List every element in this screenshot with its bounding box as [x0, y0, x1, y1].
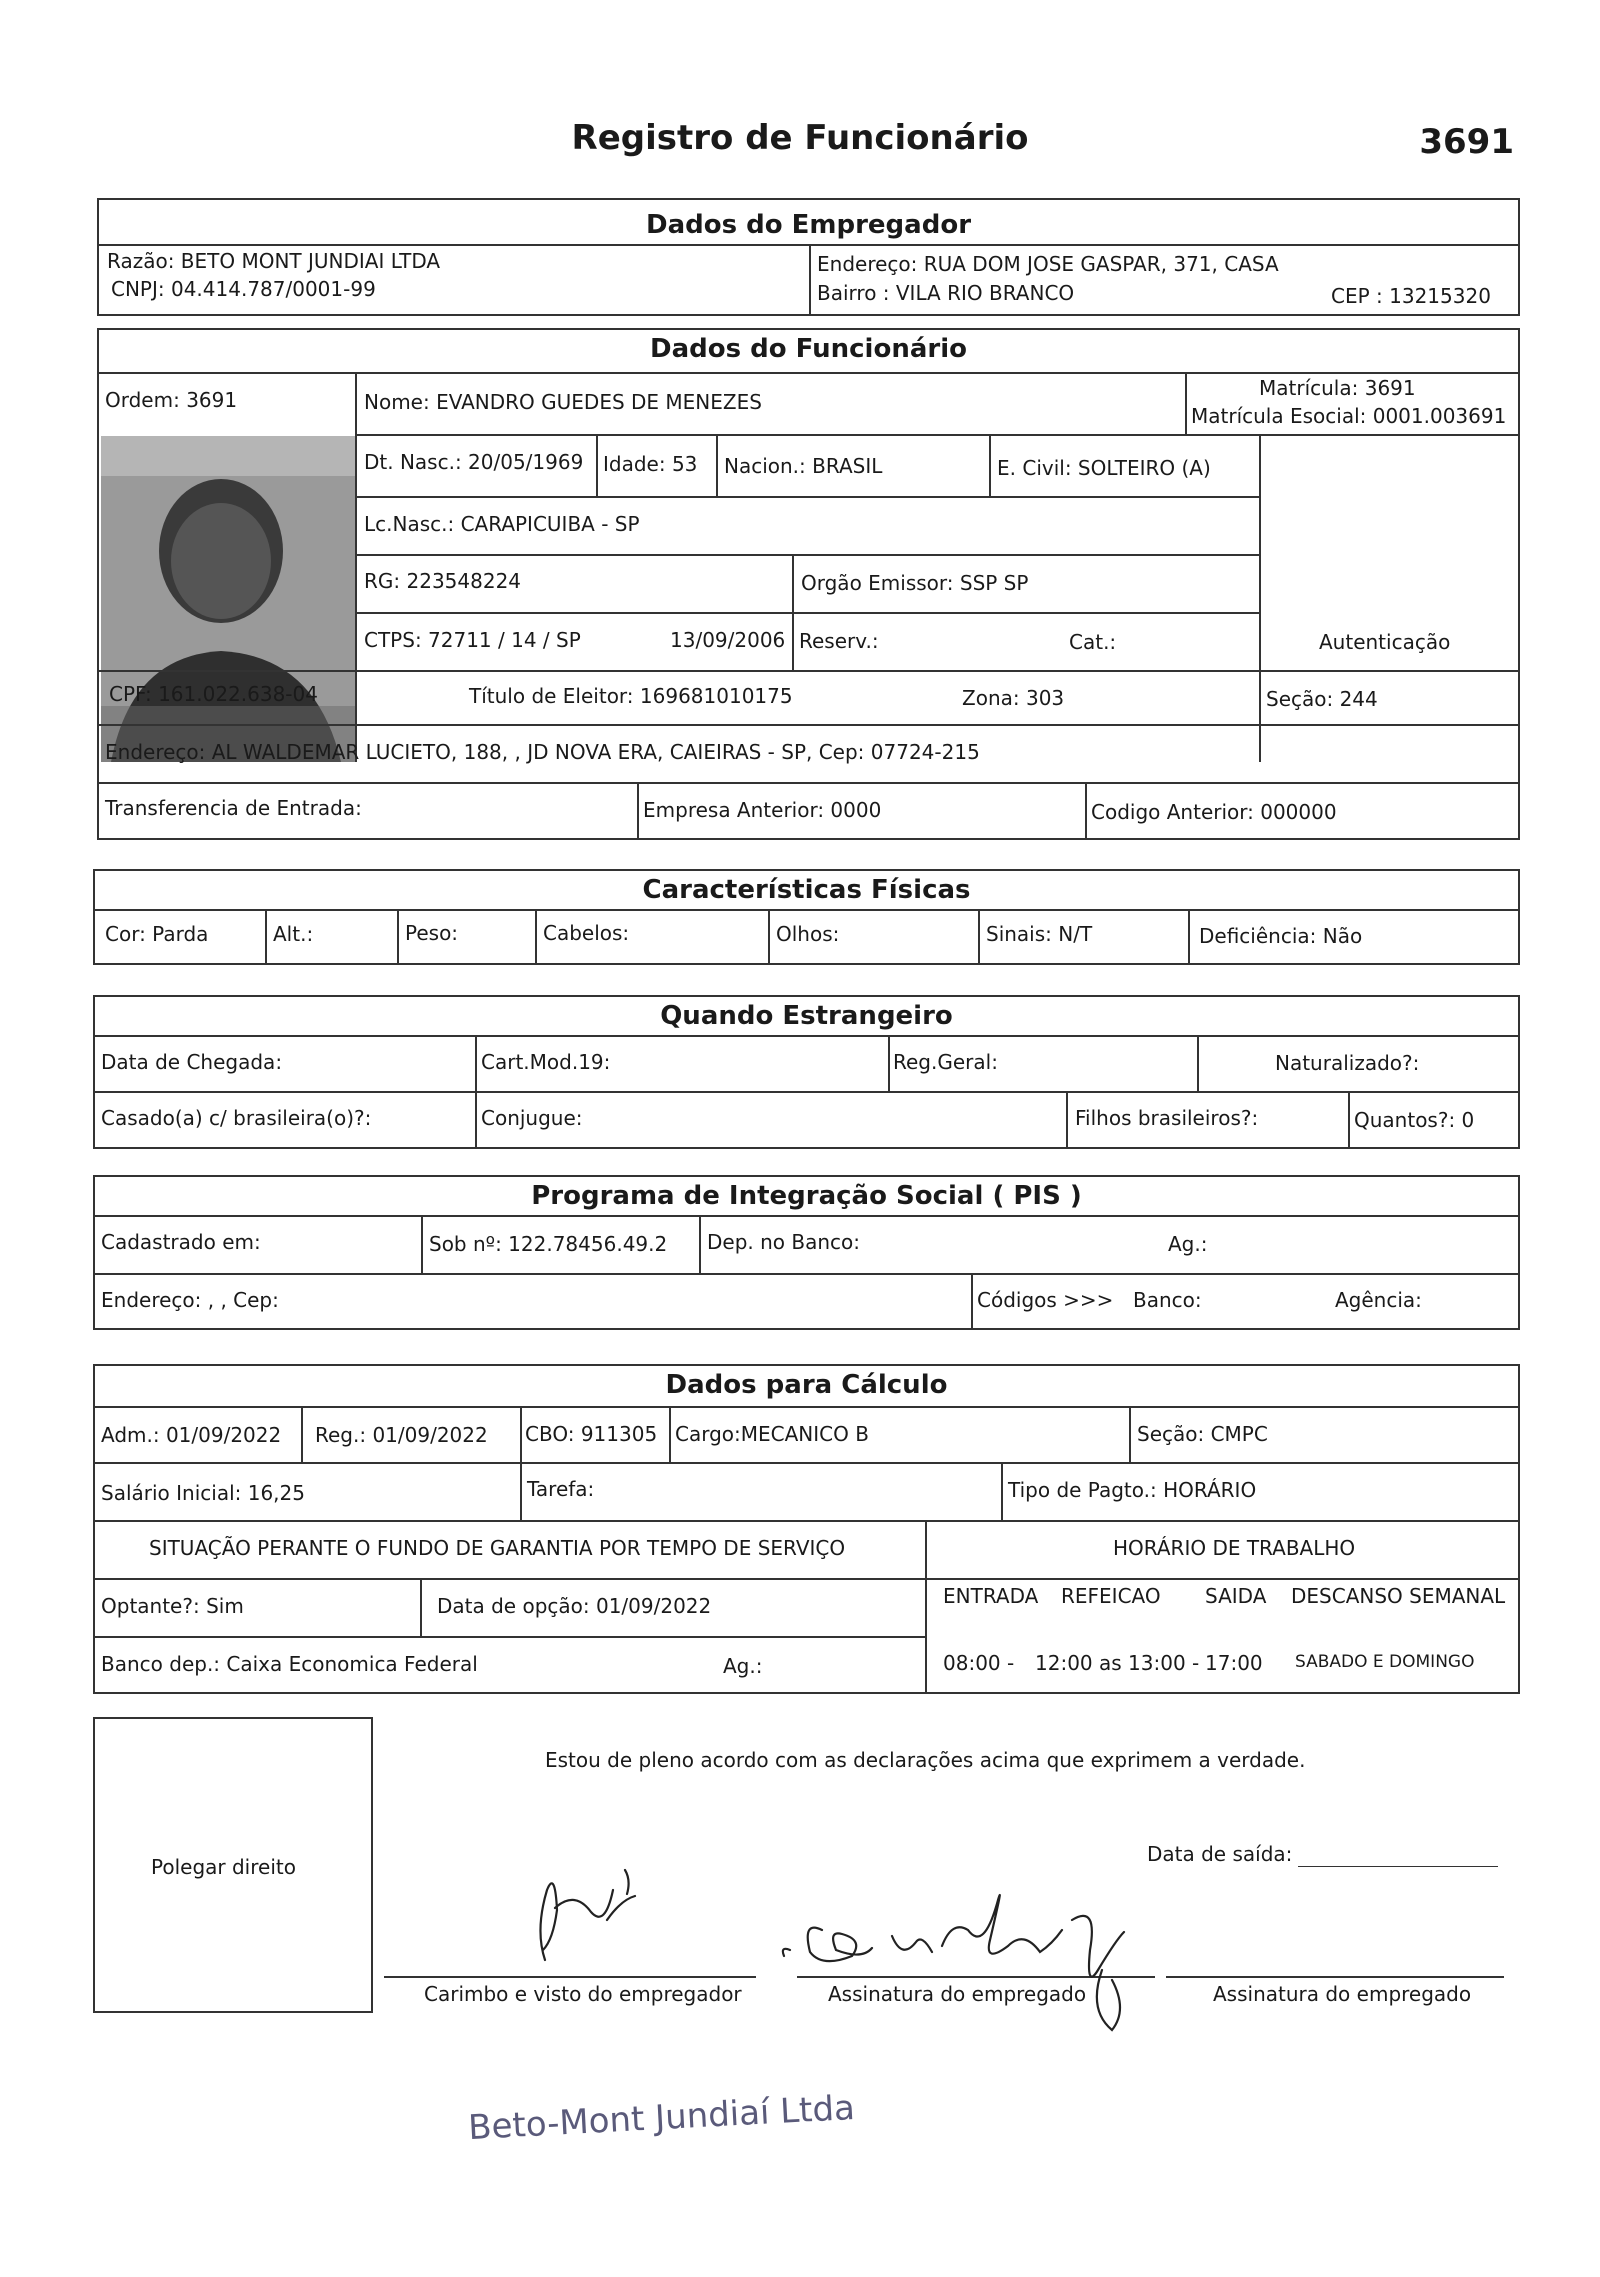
job-title: Cargo:MECANICO B — [675, 1422, 869, 1446]
employee-reservista: Reserv.: — [799, 629, 879, 653]
section-cmpc: Seção: CMPC — [1137, 1422, 1268, 1446]
calculation-section — [93, 1364, 1520, 1694]
employee-photo — [101, 436, 355, 762]
cart-mod-19: Cart.Mod.19: — [481, 1050, 611, 1074]
pis-bank-deposit: Dep. no Banco: — [707, 1230, 861, 1254]
payment-type: Tipo de Pagto.: HORÁRIO — [1008, 1478, 1257, 1502]
brazilian-children: Filhos brasileiros?: — [1075, 1106, 1259, 1130]
pis-address: Endereço: , , Cep: — [101, 1288, 279, 1312]
employee-cpf: CPF: 161.022.638-04 — [109, 682, 318, 706]
registration-date: Reg.: 01/09/2022 — [315, 1423, 488, 1447]
physical-hair: Cabelos: — [543, 921, 630, 945]
page-title: Registro de Funcionário — [571, 118, 1029, 158]
employee-birthdate: Dt. Nasc.: 20/05/1969 — [364, 450, 584, 474]
company-stamp: Beto-Mont Jundiaí Ltda — [467, 2087, 856, 2149]
cbo-code: CBO: 911305 — [525, 1422, 658, 1446]
employee-age: Idade: 53 — [603, 452, 698, 476]
employee-name: Nome: EVANDRO GUEDES DE MENEZES — [364, 390, 762, 414]
employee-photo-image — [101, 436, 355, 762]
employee-matricula: Matrícula: 3691 — [1259, 376, 1416, 400]
physical-disability: Deficiência: Não — [1199, 924, 1363, 948]
employee-rg: RG: 223548224 — [364, 569, 522, 593]
pis-number: Sob nº: 122.78456.49.2 — [429, 1232, 668, 1256]
employer-bairro: Bairro : VILA RIO BRANCO — [817, 281, 1075, 305]
fgts-option-date: Data de opção: 01/09/2022 — [437, 1594, 712, 1618]
employee-birthplace: Lc.Nasc.: CARAPICUIBA - SP — [364, 512, 640, 536]
foreigner-header: Quando Estrangeiro — [660, 1001, 953, 1031]
thumbprint-label: Polegar direito — [151, 1855, 296, 1879]
employee-ordem: Ordem: 3691 — [105, 388, 238, 412]
calculation-header: Dados para Cálculo — [665, 1370, 948, 1400]
physical-height: Alt.: — [273, 922, 314, 946]
fgts-optant: Optante?: Sim — [101, 1594, 244, 1618]
married-to-brazilian: Casado(a) c/ brasileira(o)?: — [101, 1106, 372, 1130]
pis-bank-agency: Agência: — [1335, 1288, 1422, 1312]
schedule-col-entry: ENTRADA — [943, 1584, 1039, 1608]
schedule-col-rest: DESCANSO SEMANAL — [1291, 1584, 1506, 1608]
thumbprint-box — [93, 1717, 373, 2013]
employee-ctps: CTPS: 72711 / 14 / SP — [364, 628, 581, 652]
pis-agency: Ag.: — [1168, 1232, 1208, 1256]
physical-eyes: Olhos: — [776, 922, 840, 946]
employee-zona: Zona: 303 — [962, 686, 1065, 710]
deposit-agency: Ag.: — [723, 1654, 763, 1678]
employer-razao: Razão: BETO MONT JUNDIAI LTDA — [107, 249, 441, 273]
authentication-label: Autenticação — [1319, 630, 1451, 654]
physical-section — [93, 869, 1520, 965]
physical-weight: Peso: — [405, 921, 459, 945]
general-registry: Reg.Geral: — [893, 1050, 998, 1074]
employee-voter-id: Título de Eleitor: 169681010175 — [469, 684, 793, 708]
employee-matricula-esocial: Matrícula Esocial: 0001.003691 — [1191, 404, 1507, 428]
exit-date-line — [1298, 1866, 1498, 1867]
employee-nationality: Nacion.: BRASIL — [724, 454, 883, 478]
employee-signature-label: Assinatura do empregado — [828, 1982, 1087, 2006]
exit-date-label: Data de saída: — [1147, 1842, 1293, 1866]
schedule-meal-time: 12:00 as 13:00 - — [1035, 1651, 1200, 1675]
employee-signature-label-2: Assinatura do empregado — [1213, 1982, 1472, 2006]
employer-address: Endereço: RUA DOM JOSE GASPAR, 371, CASA — [817, 252, 1279, 276]
pis-registered-on: Cadastrado em: — [101, 1230, 261, 1254]
pis-bank: Banco: — [1133, 1288, 1202, 1312]
employee-address: Endereço: AL WALDEMAR LUCIETO, 188, , JD NOVA ERA, CAIEIRAS - SP, Cep: 07724-215 — [105, 740, 980, 764]
employee-category: Cat.: — [1069, 630, 1117, 654]
pis-section — [93, 1175, 1520, 1330]
schedule-exit-time: 17:00 — [1205, 1651, 1263, 1675]
transfer-entry: Transferencia de Entrada: — [105, 796, 362, 820]
deposit-bank: Banco dep.: Caixa Economica Federal — [101, 1652, 478, 1676]
naturalized: Naturalizado?: — [1275, 1051, 1420, 1075]
admission-date: Adm.: 01/09/2022 — [101, 1423, 282, 1447]
schedule-col-exit: SAIDA — [1205, 1584, 1267, 1608]
schedule-col-meal: REFEICAO — [1061, 1584, 1161, 1608]
schedule-entry-time: 08:00 - — [943, 1651, 1015, 1675]
initial-salary: Salário Inicial: 16,25 — [101, 1481, 305, 1505]
employer-header: Dados do Empregador — [645, 210, 972, 240]
employee-header: Dados do Funcionário — [650, 334, 967, 364]
spouse: Conjugue: — [481, 1106, 583, 1130]
schedule-rest-days: SABADO E DOMINGO — [1295, 1652, 1475, 1672]
employee-secao: Seção: 244 — [1266, 687, 1378, 711]
employee-signature — [772, 1860, 1192, 2050]
document-number: 3691 — [1419, 122, 1514, 162]
work-schedule-heading: HORÁRIO DE TRABALHO — [1113, 1536, 1356, 1560]
employee-ctps-date: 13/09/2006 — [670, 628, 786, 652]
employer-signature — [495, 1850, 655, 1970]
physical-header: Características Físicas — [642, 875, 971, 905]
physical-color: Cor: Parda — [105, 922, 209, 946]
employee-orgao-emissor: Orgão Emissor: SSP SP — [801, 571, 1029, 595]
employee-civil-status: E. Civil: SOLTEIRO (A) — [997, 456, 1211, 480]
previous-company: Empresa Anterior: 0000 — [643, 798, 882, 822]
physical-marks: Sinais: N/T — [986, 922, 1093, 946]
pis-header: Programa de Integração Social ( PIS ) — [531, 1181, 1082, 1211]
agreement-statement: Estou de pleno acordo com as declarações acima que exprimem a verdade. — [545, 1748, 1306, 1772]
foreigner-section — [93, 995, 1520, 1149]
children-count: Quantos?: 0 — [1354, 1108, 1475, 1132]
employer-cnpj: CNPJ: 04.414.787/0001-99 — [111, 277, 376, 301]
employee-section — [97, 328, 1520, 840]
arrival-date: Data de Chegada: — [101, 1050, 283, 1074]
employer-cep: CEP : 13215320 — [1331, 284, 1491, 308]
fgts-heading: SITUAÇÃO PERANTE O FUNDO DE GARANTIA POR TEMPO DE SERVIÇO — [149, 1536, 846, 1560]
employer-section — [97, 198, 1520, 316]
task: Tarefa: — [527, 1477, 595, 1501]
pis-codes: Códigos >>> — [977, 1288, 1114, 1312]
employer-stamp-label: Carimbo e visto do empregador — [424, 1982, 742, 2006]
previous-code: Codigo Anterior: 000000 — [1091, 800, 1337, 824]
